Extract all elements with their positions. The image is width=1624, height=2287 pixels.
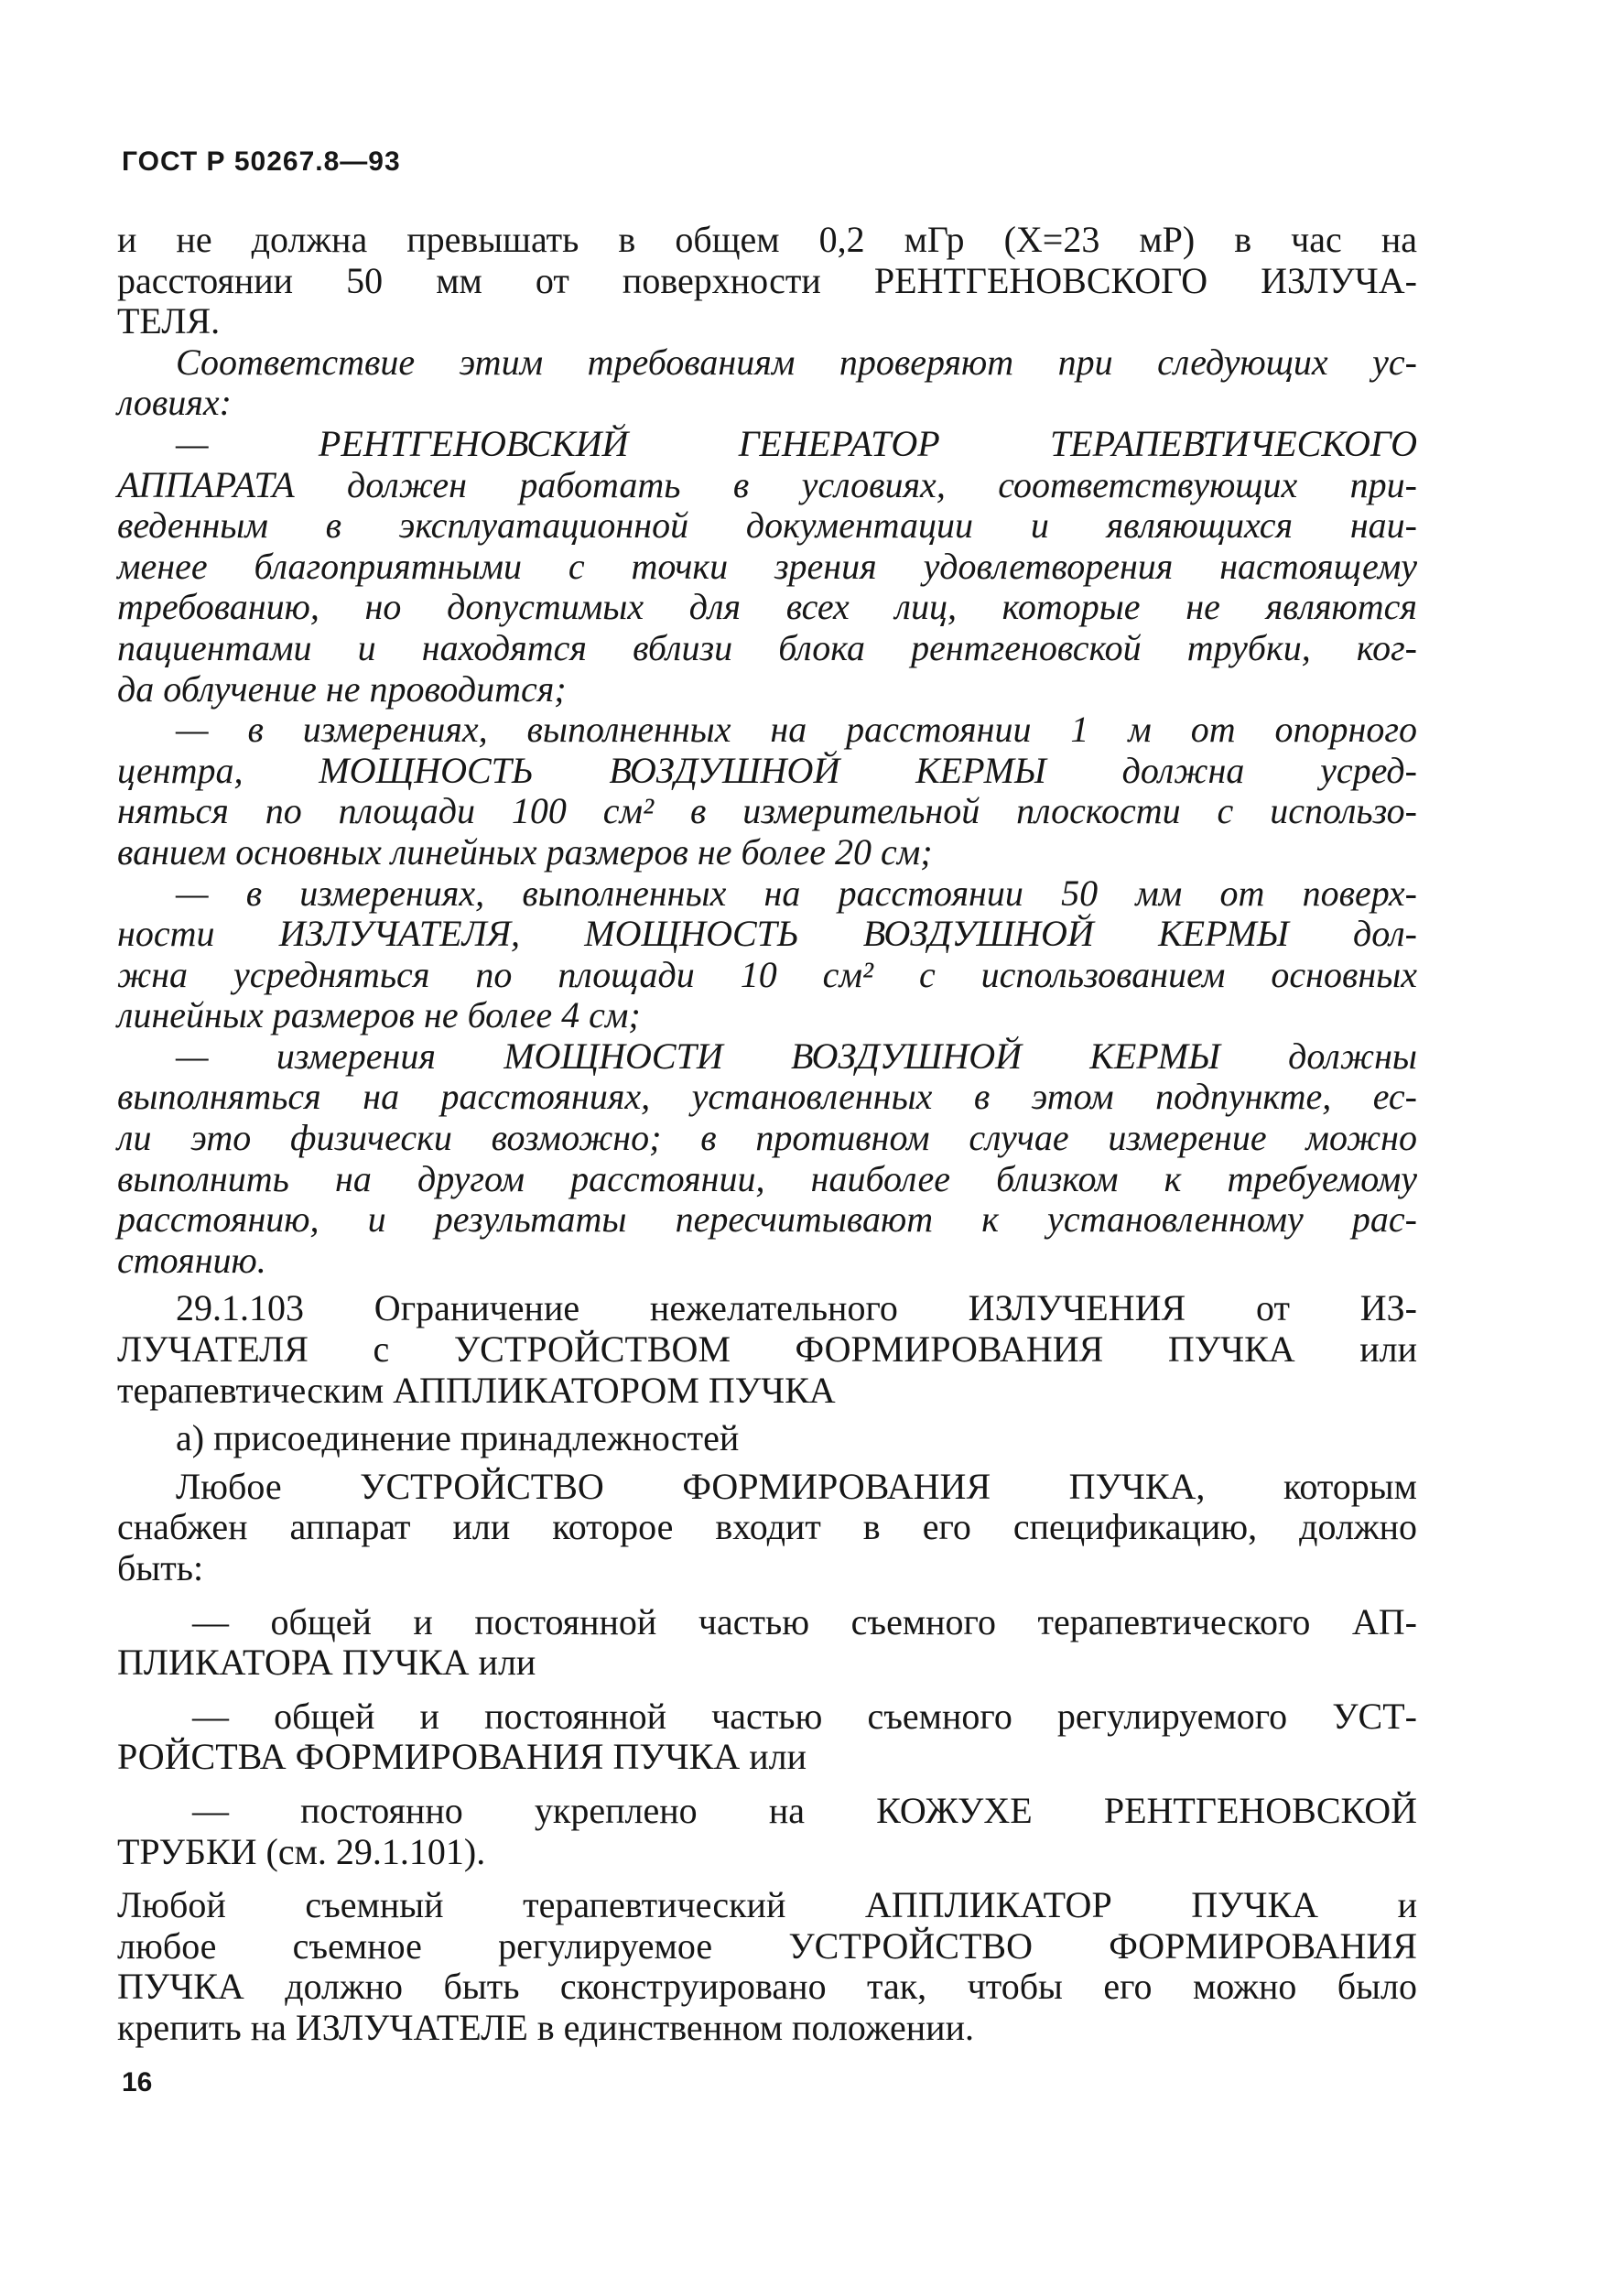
- text-line: выполняться на расстояниях, установленных в этом подпункте, ес-: [117, 1076, 1417, 1118]
- text-line: няться по площади 100 см² в измерительной плоскости с использо-: [117, 790, 1417, 832]
- text-line: — РЕНТГЕНОВСКИЙ ГЕНЕРАТОР ТЕРАПЕВТИЧЕСКОГО: [176, 422, 1417, 464]
- text-line: менее благоприятными с точки зрения удовлетворения настоящему: [117, 545, 1417, 587]
- text-line: пациентами и находятся вблизи блока рентгеновской трубки, ког-: [117, 626, 1417, 668]
- list-item: — постоянно укреплено на КОЖУХЕ РЕНТГЕНОВСКОЙ: [192, 1789, 1417, 1831]
- page-body: [117, 220, 1417, 2049]
- text-line: быть:: [117, 1547, 204, 1588]
- list-item: ТРУБКИ (см. 29.1.101).: [117, 1830, 486, 1872]
- text-line: любое съемное регулируемое УСТРОЙСТВО ФОРМИРОВАНИЯ: [117, 1924, 1417, 1967]
- section-heading: ЛУЧАТЕЛЯ с УСТРОЙСТВОМ ФОРМИРОВАНИЯ ПУЧКА или: [117, 1328, 1417, 1371]
- text-line: снабжен аппарат или которое входит в его спецификацию, должно: [117, 1506, 1417, 1548]
- list-item: РОЙСТВА ФОРМИРОВАНИЯ ПУЧКА или: [117, 1736, 807, 1778]
- text-line: ванием основных линейных размеров не более 20 см;: [117, 830, 933, 873]
- text-line: ПУЧКА должно быть сконструировано так, чтобы его можно было: [117, 1966, 1417, 2008]
- text-line: ности ИЗЛУЧАТЕЛЯ, МОЩНОСТЬ ВОЗДУШНОЙ КЕРМЫ дол-: [117, 913, 1417, 955]
- section-heading: 29.1.103 Ограничение нежелательного ИЗЛУЧЕНИЯ от ИЗ-: [176, 1287, 1417, 1329]
- text-line: Любое УСТРОЙСТВО ФОРМИРОВАНИЯ ПУЧКА, которым: [176, 1465, 1417, 1507]
- text-line: стоянию.: [117, 1239, 266, 1281]
- text-line: расстоянию, и результаты пересчитывают к установленному рас-: [117, 1198, 1417, 1241]
- subsection-heading: а) присоединение принадлежностей: [176, 1417, 740, 1459]
- list-item: ПЛИКАТОРА ПУЧКА или: [117, 1642, 536, 1684]
- text-line: — в измерениях, выполненных на расстоянии 1 м от опорного: [176, 709, 1417, 751]
- text-line: ли это физически возможно; в противном случае измерение можно: [117, 1117, 1417, 1159]
- text-line: — измерения МОЩНОСТИ ВОЗДУШНОЙ КЕРМЫ должны: [176, 1035, 1417, 1077]
- text-line: АППАРАТА должен работать в условиях, соответствующих при-: [117, 463, 1417, 505]
- text-line: и не должна превышать в общем 0,2 мГр (Х=23 мР) в час на: [117, 219, 1417, 260]
- text-line: Любой съемный терапевтический АППЛИКАТОР ПУЧКА и: [117, 1884, 1417, 1926]
- text-line: веденным в эксплуатационной документации и являющихся наи-: [117, 504, 1417, 547]
- text-line: да облучение не проводится;: [117, 667, 567, 710]
- text-line: ловиях:: [117, 382, 232, 424]
- text-line: — в измерениях, выполненных на расстоянии 50 мм от поверх-: [176, 872, 1417, 914]
- page-number: 16: [122, 2067, 153, 2097]
- text-line: крепить на ИЗЛУЧАТЕЛЕ в единственном положении.: [117, 2006, 974, 2048]
- text-line: линейных размеров не более 4 см;: [117, 994, 641, 1036]
- text-line: центра, МОЩНОСТЬ ВОЗДУШНОЙ КЕРМЫ должна усред-: [117, 749, 1417, 791]
- text-line: ТЕЛЯ.: [117, 300, 221, 342]
- list-item: — общей и постоянной частью съемного регулируемого УСТ-: [192, 1695, 1417, 1737]
- text-line: выполнить на другом расстоянии, наиболее близком к требуемому: [117, 1157, 1417, 1199]
- document-header: ГОСТ Р 50267.8—93: [122, 146, 401, 177]
- section-heading: терапевтическим АППЛИКАТОРОМ ПУЧКА: [117, 1369, 836, 1411]
- list-item: — общей и постоянной частью съемного терапевтического АП-: [192, 1600, 1417, 1642]
- text-line: требованию, но допустимых для всех лиц, которые не являются: [117, 586, 1417, 628]
- text-line: Соответствие этим требованиям проверяют при следующих ус-: [176, 341, 1417, 383]
- text-line: жна усредняться по площади 10 см² с использованием основных: [117, 953, 1417, 995]
- text-line: расстоянии 50 мм от поверхности РЕНТГЕНОВСКОГО ИЗЛУЧА-: [117, 259, 1417, 301]
